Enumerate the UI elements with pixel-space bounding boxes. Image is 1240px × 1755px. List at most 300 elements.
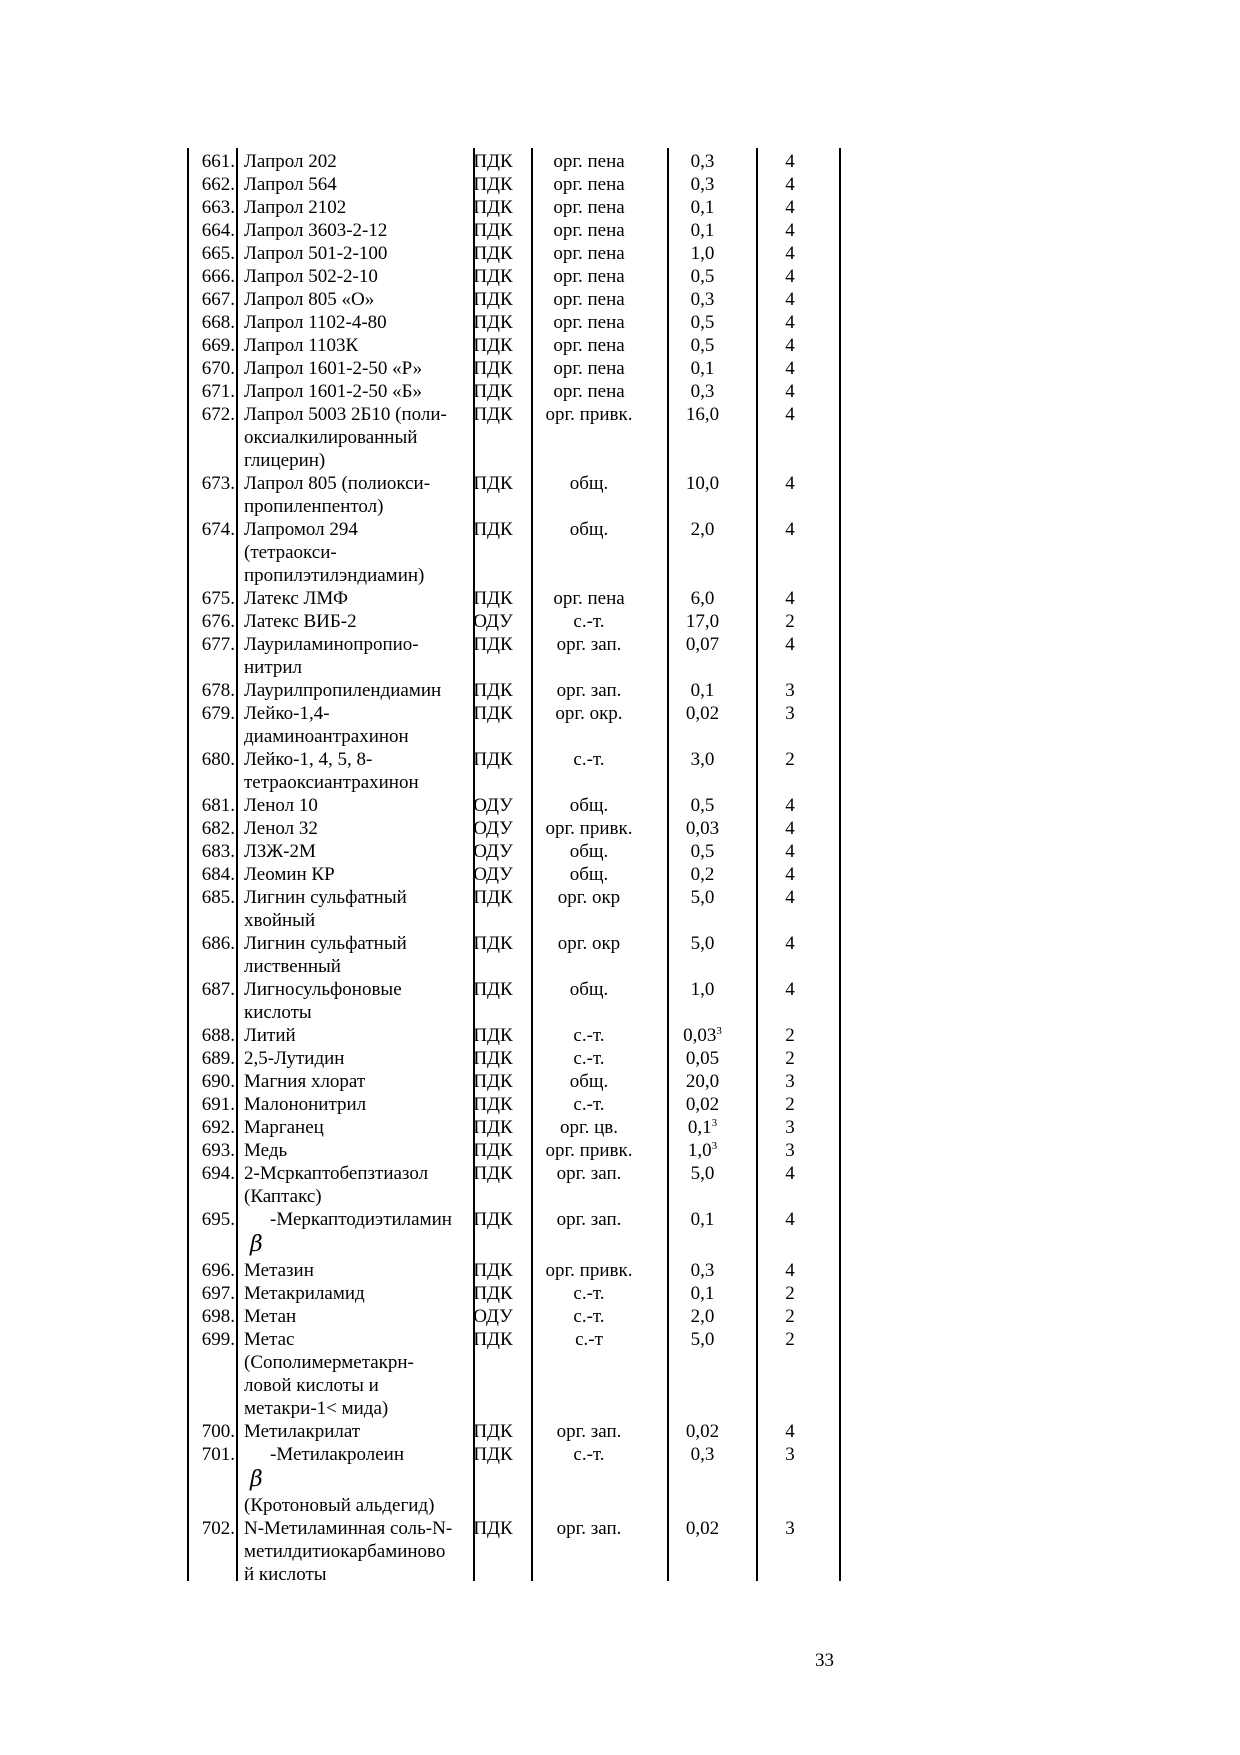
norm-value-text: 0,1 [690,358,715,379]
norm-type: ПДК [473,1117,513,1138]
norm-value-text: 0,1 [687,1117,712,1138]
table-row [187,1443,844,1517]
row-number: 664. [201,220,235,241]
norm-value-text: 0,3 [690,289,715,310]
norm-value-text: 0,5 [690,841,715,862]
norm-type: ПДК [473,588,513,609]
norm-value-footnote: 3 [716,1025,722,1037]
norm-type: ОДУ [473,864,513,885]
row-number: 681. [201,795,235,816]
row-number: 692. [201,1117,235,1138]
hazard-class: 3 [785,1140,795,1161]
row-number: 669. [201,335,235,356]
norm-value-text: 10,0 [685,473,720,494]
substance-name [235,1420,466,1443]
norm-value-text: 5,0 [690,1329,715,1350]
norm-value-text: 1,0 [687,1140,712,1161]
table-row [187,886,844,932]
table-row [187,863,844,886]
table-row [187,242,844,265]
norm-value [658,242,747,265]
hazard-class: 4 [785,634,795,655]
norm-type: ПДК [473,404,513,425]
norm-value-text: 0,03 [683,1025,717,1046]
hazard-class: 4 [785,197,795,218]
table-row [187,1024,844,1047]
row-number: 684. [201,864,235,885]
row-number: 682. [201,818,235,839]
norm-type: ПДК [473,220,513,241]
hazard-class: 3 [785,1071,795,1092]
norm-value [658,518,747,541]
norm-value-text: 0,3 [690,174,715,195]
hazard-class: 4 [785,335,795,356]
limiting-indicator: с.-т [575,1329,603,1350]
norm-value [658,1259,747,1282]
limiting-indicator: с.-т. [573,749,605,770]
table-row [187,380,844,403]
row-number: 696. [201,1260,235,1281]
substance-name [235,1443,466,1517]
norm-value-text: 0,5 [690,312,715,333]
limiting-indicator: общ. [569,795,609,816]
limiting-indicator: орг. пена [553,381,625,402]
substance-name [235,610,466,633]
substance-name-line: Лапрол 5003 2Б10 (поли- [244,404,447,425]
substance-name [235,1162,466,1208]
norm-type: ПДК [473,335,513,356]
substance-name [235,817,466,840]
row-number: 678. [201,680,235,701]
substance-name-line: Метан [244,1306,297,1327]
row-number: 700. [201,1421,235,1442]
norm-value-text: 0,3 [690,1444,715,1465]
norm-value-text: 0,3 [690,1260,715,1281]
limiting-indicator: орг. пена [553,243,625,264]
table-row [187,1047,844,1070]
table-row [187,702,844,748]
norm-type: ПДК [473,266,513,287]
hazard-class: 2 [785,1306,795,1327]
norm-type: ПДК [473,979,513,1000]
norm-type: ПДК [473,1283,513,1304]
substance-name-line: пропилэтилэндиамин) [244,565,425,586]
substance-name-line: Лапрол 3603-2-12 [244,220,388,241]
table-row [187,1070,844,1093]
row-number: 672. [201,404,235,425]
substance-name-line: Лапрол 805 «О» [244,289,375,310]
norm-value-text: 16,0 [685,404,720,425]
substance-name-line: Магния хлорат [244,1071,366,1092]
limiting-indicator: орг. окр. [555,703,623,724]
norm-value [658,150,747,173]
norm-value-text: 0,02 [685,1421,720,1442]
substance-name-line: Малононитрил [244,1094,367,1115]
hazard-class: 4 [785,818,795,839]
row-number: 686. [201,933,235,954]
limiting-indicator: орг. пена [553,289,625,310]
limiting-indicator: орг. зап. [556,1518,622,1539]
hazard-class: 4 [785,289,795,310]
norm-value [658,1443,747,1466]
norm-value-footnote: 3 [711,1117,718,1129]
substance-name [235,1328,466,1420]
hazard-class: 3 [785,1117,795,1138]
norm-value-text: 0,5 [690,335,715,356]
limiting-indicator: орг. привк. [545,1140,633,1161]
substance-name-line: Метакриламид [244,1283,365,1304]
substance-name-line: (Каптакс) [244,1186,322,1207]
substance-name [235,1024,466,1047]
norm-value [658,1024,747,1047]
norm-value [658,610,747,633]
hazard-class: 4 [785,933,795,954]
norm-value [658,794,747,817]
substance-name [235,978,466,1024]
limiting-indicator: орг. пена [553,220,625,241]
row-number: 662. [201,174,235,195]
hazard-class: 4 [785,795,795,816]
substance-name-line: Лапрол 1102-4-80 [244,312,387,333]
limiting-indicator: орг. пена [553,358,625,379]
table-row [187,311,844,334]
row-number: 661. [201,151,235,172]
limiting-indicator: орг. пена [553,174,625,195]
hazard-class: 4 [785,1421,795,1442]
norm-value-text: 0,02 [685,703,720,724]
hazard-class: 2 [785,1329,795,1350]
substance-name-line: Медь [244,1140,288,1161]
substance-name-line: Ленол 32 [244,818,318,839]
limiting-indicator: с.-т. [573,1048,605,1069]
substance-name-line: Латекс ЛМФ [244,588,349,609]
hazard-class: 4 [785,1260,795,1281]
substance-name [235,794,466,817]
norm-type: ПДК [473,174,513,195]
hazard-class: 2 [785,1025,795,1046]
norm-value [658,1517,747,1540]
substance-name [235,242,466,265]
norm-value [658,334,747,357]
norm-value [658,1305,747,1328]
norm-type: ОДУ [473,611,513,632]
substance-name [235,380,466,403]
substance-name-line: (тетраокси- [244,542,337,563]
table-row [187,1328,844,1420]
norm-value [658,1070,747,1093]
substance-name-line: кислоты [244,1002,312,1023]
limiting-indicator: орг. пена [553,266,625,287]
substance-name [235,679,466,702]
row-number: 694. [201,1163,235,1184]
table-row [187,610,844,633]
substance-name [235,863,466,886]
table-row [187,817,844,840]
row-number: 676. [201,611,235,632]
norm-value-text: 5,0 [690,933,715,954]
limiting-indicator: орг. зап. [556,1209,622,1230]
norm-value-text: 17,0 [685,611,720,632]
row-number: 673. [201,473,235,494]
substance-name-line: Ленол 10 [244,795,318,816]
limiting-indicator: орг. привк. [545,1260,633,1281]
substance-name-line: Латекс ВИБ-2 [244,611,357,632]
hazard-class: 4 [785,358,795,379]
norm-type: ПДК [473,1518,513,1539]
norm-value-footnote: 3 [711,1140,718,1152]
row-number: 697. [201,1283,235,1304]
substance-name [235,265,466,288]
norm-value [658,357,747,380]
table-row [187,794,844,817]
substance-name [235,1305,466,1328]
row-number: 667. [201,289,235,310]
norm-value-text: 0,1 [690,1283,715,1304]
norm-value [658,380,747,403]
norm-value-text: 0,5 [690,795,715,816]
substance-name-line: глицерин) [244,450,326,471]
limiting-indicator: орг. привк. [545,818,633,839]
row-number: 668. [201,312,235,333]
hazard-class: 4 [785,864,795,885]
norm-type: ПДК [473,1140,513,1161]
norm-type: ПДК [473,243,513,264]
substance-name [235,1282,466,1305]
limiting-indicator: с.-т. [573,1025,605,1046]
substance-name-line: Метазин [244,1260,314,1281]
substance-name-line: (Кротоновый альдегид) [244,1495,435,1516]
norm-type: ОДУ [473,841,513,862]
limiting-indicator: орг. зап. [556,634,622,655]
row-number: 671. [201,381,235,402]
norm-value [658,702,747,725]
hazard-class: 4 [785,404,795,425]
norm-value-text: 0,1 [690,197,715,218]
norm-value-text: 0,3 [690,381,715,402]
hazard-class: 3 [785,703,795,724]
hazard-class: 3 [785,680,795,701]
norm-value [658,1093,747,1116]
norm-type: ОДУ [473,818,513,839]
hazard-class: 4 [785,473,795,494]
substance-name [235,357,466,380]
norm-value-text: 0,02 [685,1094,720,1115]
table-row [187,1116,844,1139]
substance-name-line: й кислоты [244,1564,327,1585]
hazard-class: 4 [785,381,795,402]
row-number: 670. [201,358,235,379]
substance-name-line: -Меркаптодиэтиламин [270,1209,452,1230]
substance-name [235,1047,466,1070]
norm-value-text: 0,5 [690,266,715,287]
row-number: 699. [201,1329,235,1350]
substance-name-line: 2,5-Лутидин [244,1048,345,1069]
norm-type: ПДК [473,680,513,701]
substance-name [235,518,466,587]
norm-value-text: 0,05 [685,1048,720,1069]
substance-name-line: оксиалкилированный [244,427,418,448]
limiting-indicator: орг. зап. [556,1163,622,1184]
substance-name [235,1259,466,1282]
hazard-class: 4 [785,266,795,287]
norm-type: ПДК [473,381,513,402]
row-number: 683. [201,841,235,862]
hazard-class: 2 [785,1094,795,1115]
table-row [187,334,844,357]
norm-value-text: 0,03 [685,818,720,839]
substance-name [235,403,466,472]
norm-type: ПДК [473,1025,513,1046]
table-row [187,587,844,610]
substance-name-line: N-Метиламинная соль-N- [244,1518,453,1539]
substance-name [235,633,466,679]
norm-value-text: 6,0 [690,588,715,609]
hazard-class: 4 [785,588,795,609]
substance-name [235,1070,466,1093]
norm-value-text: 2,0 [690,519,715,540]
hazard-class: 4 [785,1209,795,1230]
limiting-indicator: с.-т. [573,1283,605,1304]
table-row [187,679,844,702]
norm-type: ПДК [473,1421,513,1442]
norm-type: ОДУ [473,795,513,816]
norm-value [658,1328,747,1351]
substance-name [235,334,466,357]
substance-name-line: Метас [244,1329,295,1350]
table-row [187,932,844,978]
table-row [187,1139,844,1162]
limiting-indicator: с.-т. [573,1306,605,1327]
norm-value [658,633,747,656]
norm-value-text: 0,02 [685,1518,720,1539]
row-number: 687. [201,979,235,1000]
limiting-indicator: общ. [569,519,609,540]
limiting-indicator: общ. [569,864,609,885]
norm-value-text: 0,1 [690,1209,715,1230]
norm-value [658,1139,747,1162]
norm-value-text: 0,2 [690,864,715,885]
substance-name-line: Лапрол 1103К [244,335,359,356]
norm-type: ПДК [473,749,513,770]
hazard-class: 4 [785,979,795,1000]
norm-type: ПДК [473,634,513,655]
substance-name [235,311,466,334]
substance-name-line: Леомин КР [244,864,335,885]
substance-name-line: ловой кислоты и [244,1375,379,1396]
limiting-indicator: общ. [569,1071,609,1092]
substance-name-line: Лигнин сульфатный [244,887,407,908]
limiting-indicator: общ. [569,979,609,1000]
norm-type: ПДК [473,933,513,954]
table-row [187,518,844,587]
norm-type: ПДК [473,519,513,540]
hazard-class: 4 [785,887,795,908]
table-row [187,357,844,380]
table-row [187,1208,844,1259]
table-row [187,1517,844,1586]
beta-symbol: β [250,1467,263,1492]
norm-value [658,863,747,886]
substance-name-line: Метилакрилат [244,1421,361,1442]
page-number: 33 [815,1650,834,1671]
row-number: 701. [201,1444,235,1465]
norm-value [658,932,747,955]
table-row [187,150,844,173]
norm-value-text: 2,0 [690,1306,715,1327]
substance-name-line: (Сополимерметакрн- [244,1352,414,1373]
hazard-class: 2 [785,749,795,770]
substance-table [187,150,844,1586]
hazard-class: 4 [785,174,795,195]
substance-name [235,1517,466,1586]
norm-type: ПДК [473,1444,513,1465]
row-number: 666. [201,266,235,287]
row-number: 679. [201,703,235,724]
norm-value-text: 5,0 [690,1163,715,1184]
substance-name [235,219,466,242]
substance-name-line: лиственный [244,956,341,977]
norm-value [658,1420,747,1443]
hazard-class: 2 [785,1048,795,1069]
limiting-indicator: с.-т. [573,1444,605,1465]
substance-name [235,196,466,219]
substance-name-line: Лапромол 294 [244,519,358,540]
row-number: 675. [201,588,235,609]
norm-type: ПДК [473,1260,513,1281]
table-row [187,472,844,518]
substance-name-line: Лаурилпропилендиамин [244,680,442,701]
norm-type: ПДК [473,289,513,310]
norm-value [658,886,747,909]
norm-type: ПДК [473,1071,513,1092]
row-number: 702. [201,1518,235,1539]
substance-name [235,932,466,978]
norm-value [658,748,747,771]
substance-name-line: Марганец [244,1117,324,1138]
norm-type: ПДК [473,703,513,724]
norm-value [658,679,747,702]
row-number: 695. [201,1209,235,1230]
norm-value [658,265,747,288]
hazard-class: 4 [785,519,795,540]
table-row [187,173,844,196]
row-number: 690. [201,1071,235,1092]
table-row [187,1305,844,1328]
substance-name-line: ЛЗЖ-2М [244,841,316,862]
norm-value-text: 3,0 [690,749,715,770]
limiting-indicator: с.-т. [573,1094,605,1115]
substance-name [235,748,466,794]
limiting-indicator: орг. зап. [556,1421,622,1442]
table-row [187,265,844,288]
norm-value [658,978,747,1001]
limiting-indicator: орг. пена [553,588,625,609]
substance-name-line: нитрил [244,657,303,678]
table-row [187,403,844,472]
norm-type: ПДК [473,1048,513,1069]
norm-type: ПДК [473,312,513,333]
hazard-class: 3 [785,1518,795,1539]
table-row [187,196,844,219]
limiting-indicator: орг. пена [553,197,625,218]
norm-value-text: 1,0 [690,979,715,1000]
substance-name-line: пропиленпентол) [244,496,384,517]
norm-value [658,288,747,311]
substance-name-line: -Метилакролеин [270,1444,405,1465]
substance-name-line: хвойный [244,910,316,931]
substance-name [235,288,466,311]
substance-name-line: Лигнин сульфатный [244,933,407,954]
